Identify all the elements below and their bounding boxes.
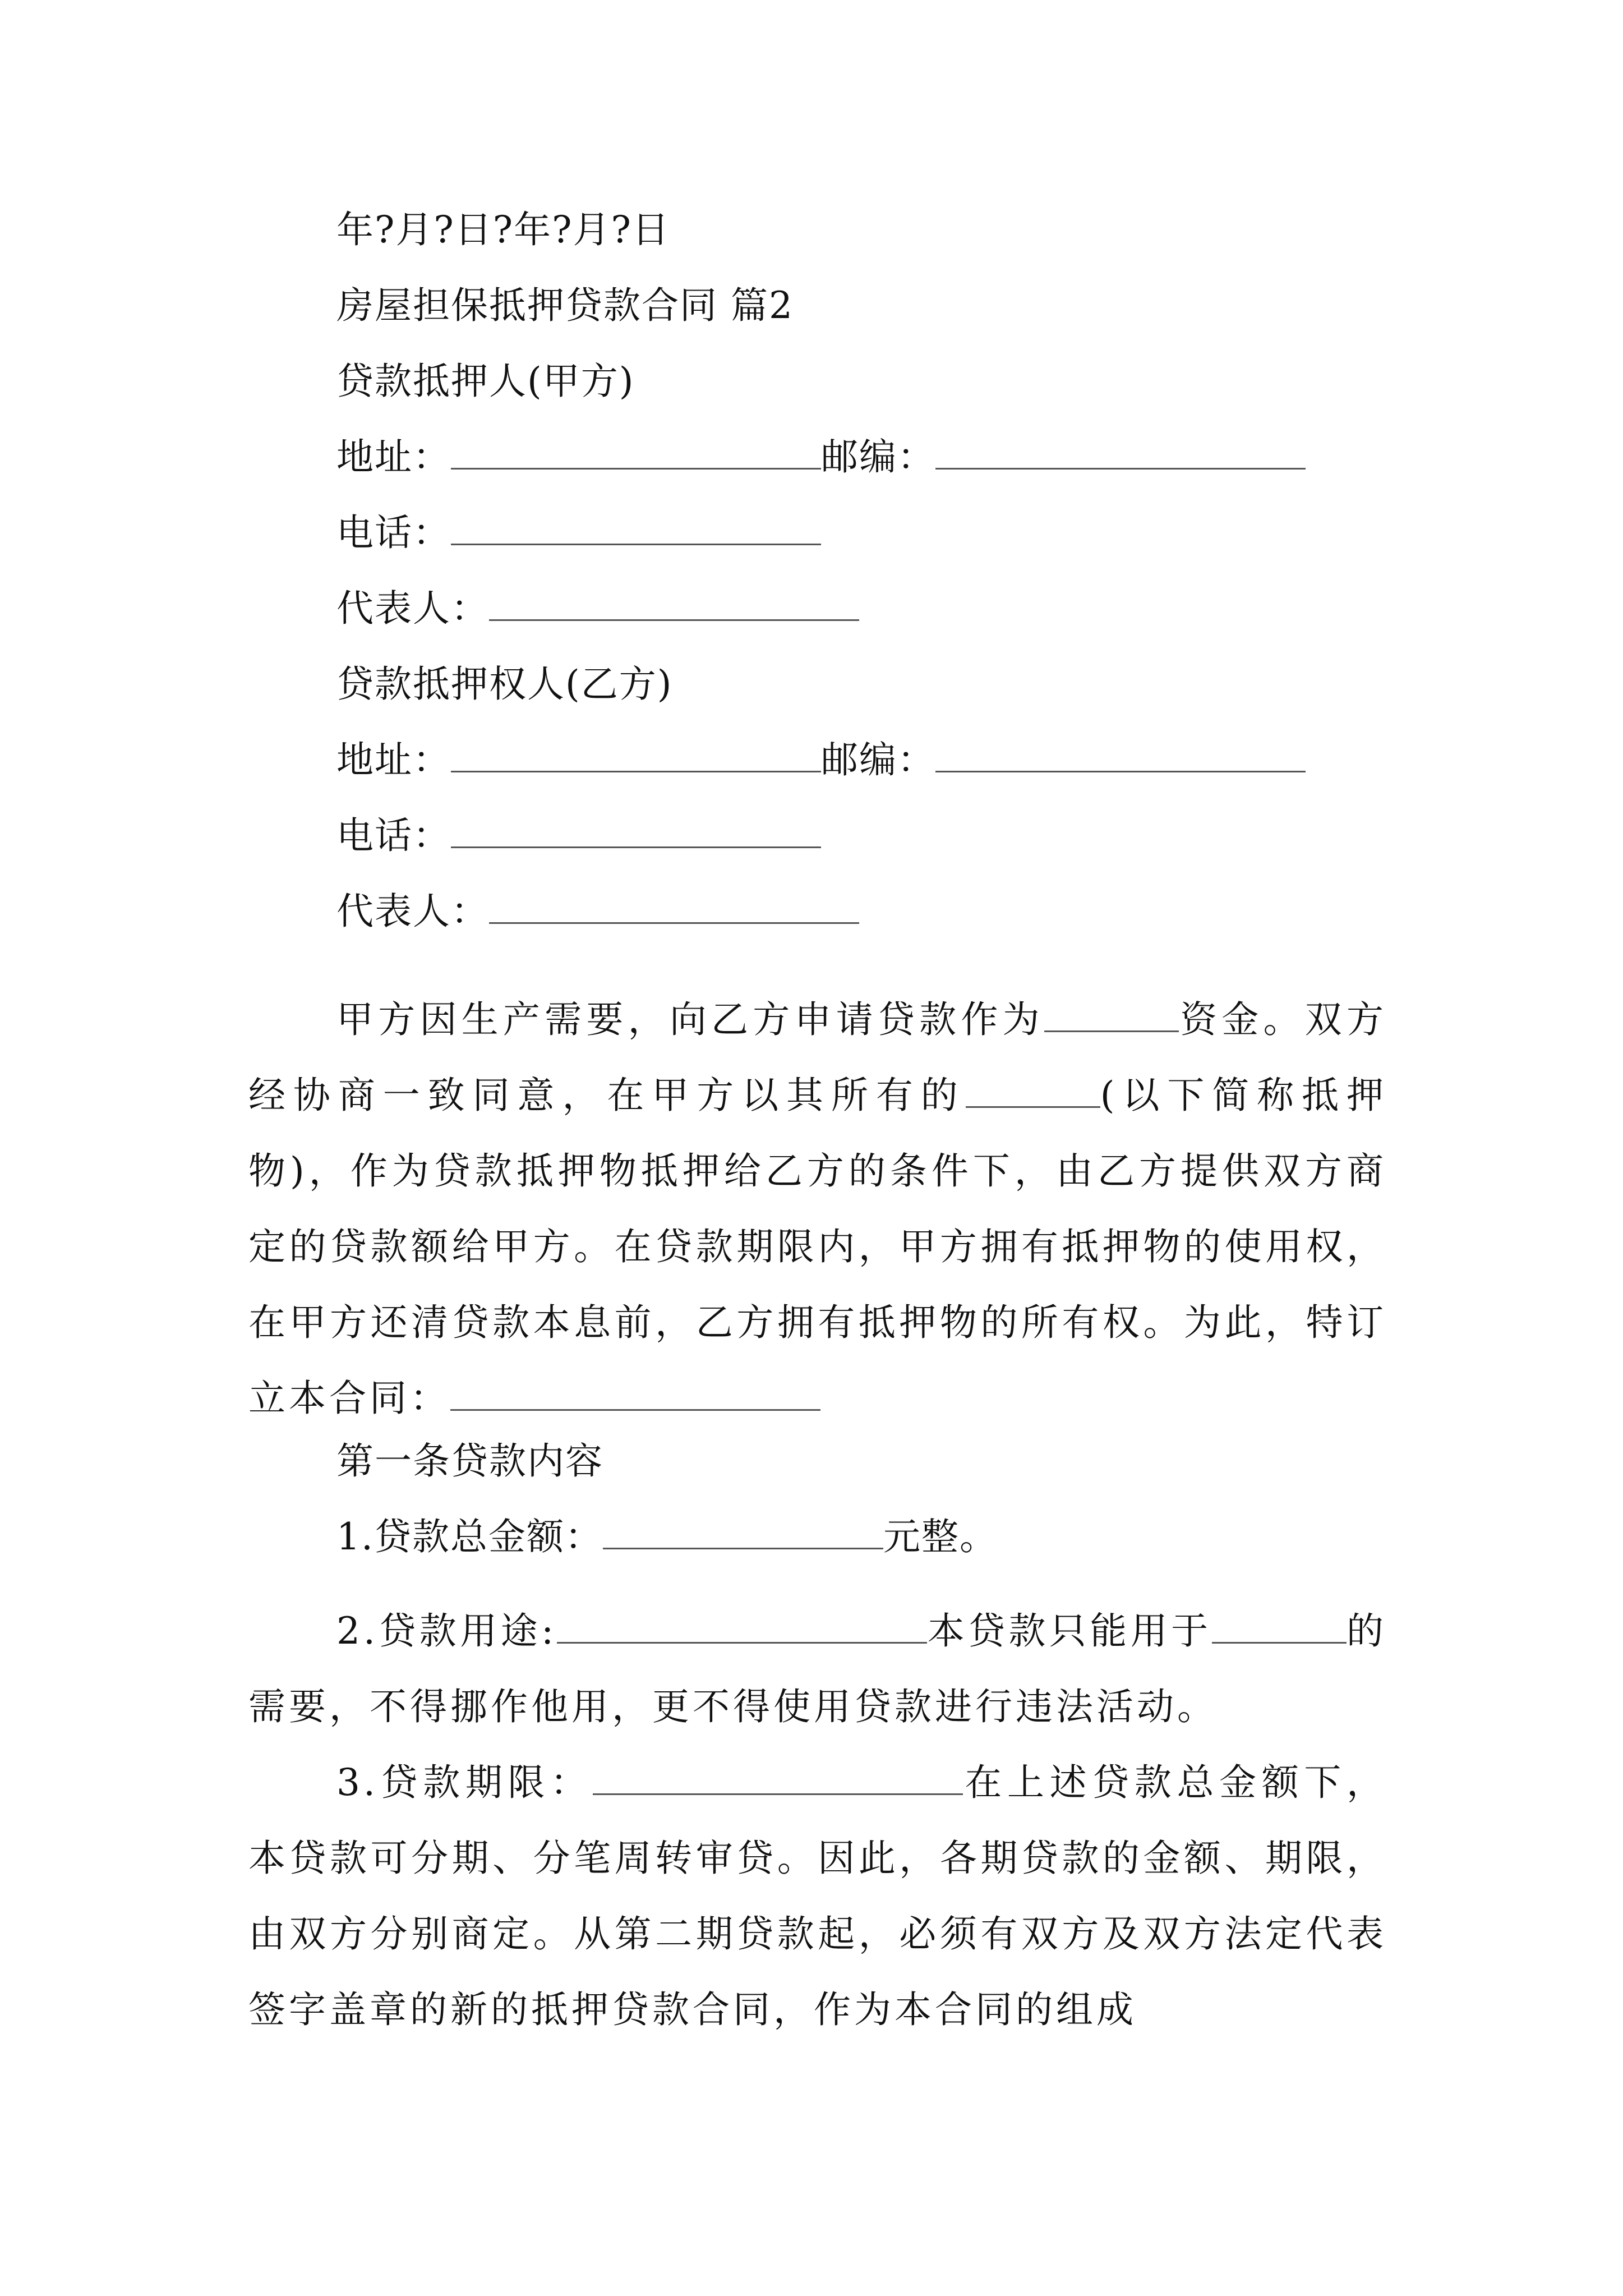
contract-blank[interactable] xyxy=(450,1377,820,1411)
party-a-rep-row xyxy=(336,583,859,634)
party-b-heading: 贷款抵押权人(乙方) xyxy=(336,662,673,706)
loan-amount-blank[interactable] xyxy=(603,1515,883,1549)
party-a-address-label: 地址： xyxy=(336,435,451,478)
intro-text-2: 资金。双方经协商一致同意，在甲方以其所有的 xyxy=(248,998,1387,1117)
party-b-address-blank[interactable] xyxy=(451,738,821,772)
party-b-phone-blank[interactable] xyxy=(451,814,821,848)
intro-text-1: 甲方因生产需要，向乙方申请贷款作为 xyxy=(336,998,1044,1041)
loan-term-text: 在上述贷款总金额下，本贷款可分期、分笔周转审贷。因此，各期贷款的金额、期限，由双方分别商定。从第二期贷款起，必须有双方及双方法定代表签字盖章的新的抵押贷款合同，作为本合同的组成 xyxy=(248,1761,1387,2031)
loan-term-label: 3.贷款期限： xyxy=(336,1761,593,1804)
party-a-phone-row xyxy=(336,508,821,558)
party-a-heading: 贷款抵押人(甲方) xyxy=(336,360,635,403)
party-a-rep-label: 代表人： xyxy=(336,587,489,630)
date-line: 年?月?日?年?月?日 xyxy=(336,208,670,251)
loan-purpose-suffix: 的需要，不得挪作他用，更不得使用贷款进行违法活动。 xyxy=(248,1609,1387,1728)
loan-purpose-blank[interactable] xyxy=(557,1609,927,1644)
party-a-postcode-blank[interactable] xyxy=(935,435,1306,470)
fund-purpose-blank[interactable] xyxy=(1044,998,1179,1032)
loan-amount-row xyxy=(336,1512,998,1562)
party-b-address-row xyxy=(336,735,1306,785)
loan-purpose-mid: 本贷款只能用于 xyxy=(927,1609,1212,1653)
party-b-rep-label: 代表人： xyxy=(336,890,489,933)
party-b-rep-blank[interactable] xyxy=(489,890,859,924)
party-a-phone-label: 电话： xyxy=(336,511,451,554)
loan-purpose-paragraph xyxy=(248,1593,1387,1745)
loan-amount-label: 1.贷款总金额： xyxy=(336,1515,603,1558)
collateral-blank[interactable] xyxy=(966,1074,1100,1108)
party-b-postcode-blank[interactable] xyxy=(935,738,1306,772)
article-1-heading: 第一条贷款内容 xyxy=(336,1439,603,1483)
party-b-phone-row xyxy=(336,811,821,861)
intro-text-3: (以下简称抵押物)，作为贷款抵押物抵押给乙方的条件下，由乙方提供双方商定的贷款额给甲方。在贷款期限内，甲方拥有抵押物的使用权，在甲方还清贷款本息前，乙方拥有抵押物的所有权。为此，特订立本合同： xyxy=(248,1074,1387,1420)
intro-paragraph xyxy=(248,982,1387,1436)
party-b-address-label: 地址： xyxy=(336,738,451,781)
loan-purpose-label: 2.贷款用途: xyxy=(336,1609,557,1653)
party-b-postcode-label: 邮编： xyxy=(821,738,935,781)
party-a-rep-blank[interactable] xyxy=(489,587,859,621)
party-b-rep-row xyxy=(336,886,859,937)
party-b-phone-label: 电话： xyxy=(336,814,451,857)
loan-use-blank[interactable] xyxy=(1212,1609,1347,1644)
contract-title: 房屋担保抵押贷款合同 篇2 xyxy=(336,284,794,327)
loan-amount-suffix: 元整。 xyxy=(883,1515,998,1558)
party-a-phone-blank[interactable] xyxy=(451,511,821,545)
party-a-address-blank[interactable] xyxy=(451,435,821,470)
loan-term-paragraph xyxy=(248,1745,1387,2047)
party-a-postcode-label: 邮编： xyxy=(821,435,935,478)
party-a-address-row xyxy=(336,432,1306,482)
loan-term-blank[interactable] xyxy=(593,1761,963,1795)
